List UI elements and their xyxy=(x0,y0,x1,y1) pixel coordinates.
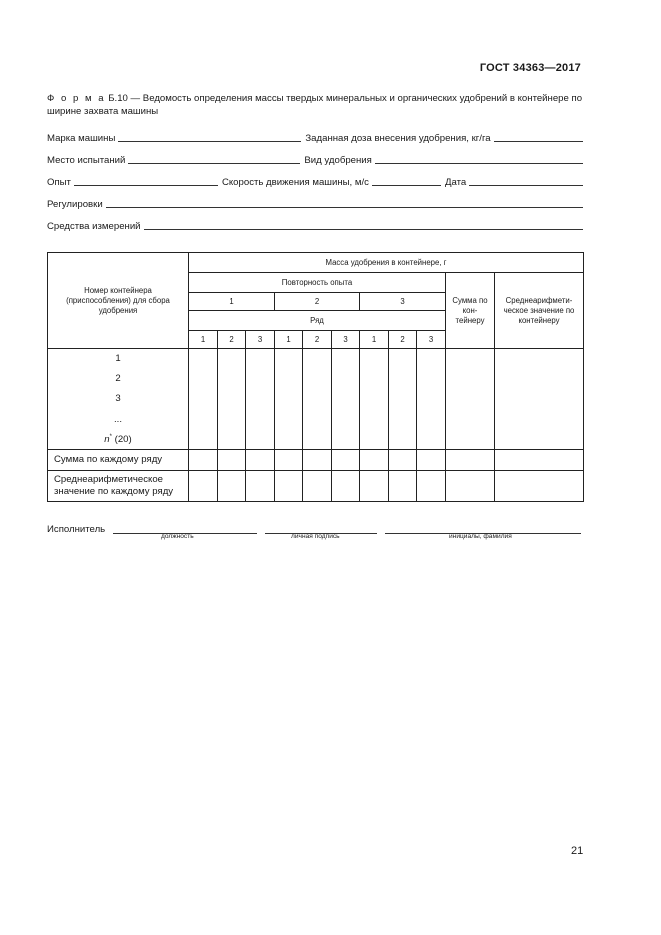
test-place-line[interactable] xyxy=(128,153,300,164)
field-row-experiment xyxy=(47,174,583,188)
data-cell[interactable] xyxy=(495,471,584,502)
executor-label: Исполнитель xyxy=(47,524,106,535)
data-cell[interactable] xyxy=(189,450,218,471)
repeat-2-header: 2 xyxy=(275,293,360,311)
row-header-2: 2 xyxy=(218,331,246,349)
form-label: Ф о р м а xyxy=(47,93,106,104)
data-cell[interactable] xyxy=(218,450,246,471)
executor-name-caption: инициалы, фамилия xyxy=(449,533,512,540)
speed-label: Скорость движения машины, м/с xyxy=(221,177,369,188)
mass-table xyxy=(47,252,584,502)
sum-row-label: Сумма по каждому ряду xyxy=(48,450,189,471)
col-row-header: Ряд xyxy=(189,311,446,331)
data-cell[interactable] xyxy=(389,450,417,471)
data-cell[interactable] xyxy=(275,349,303,450)
data-cell[interactable] xyxy=(246,349,275,450)
container-number: 1 xyxy=(115,353,121,364)
data-cell[interactable] xyxy=(389,471,417,502)
date-line[interactable] xyxy=(469,175,583,186)
set-dose-label: Заданная доза внесения удобрения, кг/га xyxy=(305,133,491,144)
data-cell[interactable] xyxy=(495,450,584,471)
row-header-8: 2 xyxy=(389,331,417,349)
experiment-label: Опыт xyxy=(47,177,71,188)
machine-brand-label: Марка машины xyxy=(47,133,116,144)
data-cell[interactable] xyxy=(275,471,303,502)
data-cell[interactable] xyxy=(417,349,446,450)
page-number: 21 xyxy=(571,845,584,857)
field-row-adjustments xyxy=(47,196,583,210)
data-cell[interactable] xyxy=(303,471,332,502)
data-cell[interactable] xyxy=(446,471,495,502)
avg-row-label: Среднеарифметическое значение по каждому ряду xyxy=(48,471,189,502)
col-repeat-header: Повторность опыта xyxy=(189,273,446,293)
col-avg-header: Среднеарифмети-ческое значение по контейнеру xyxy=(495,273,584,349)
data-cell[interactable] xyxy=(360,349,389,450)
data-cell[interactable] xyxy=(495,349,584,450)
container-number: 3 xyxy=(115,393,121,405)
executor-signature-caption: личная подпись xyxy=(291,533,340,540)
row-header-9: 3 xyxy=(417,331,446,349)
form-title-text: Б.10 — Ведомость определения массы твердых минеральных и органических удобрений в контейнере по ширине захвата машины xyxy=(47,93,583,117)
data-cell[interactable] xyxy=(218,471,246,502)
machine-brand-line[interactable] xyxy=(118,131,301,142)
data-cell[interactable] xyxy=(332,349,360,450)
data-cell[interactable] xyxy=(332,450,360,471)
row-header-7: 1 xyxy=(360,331,389,349)
form-title xyxy=(47,92,587,118)
repeat-1-header: 1 xyxy=(189,293,275,311)
data-cell[interactable] xyxy=(360,471,389,502)
container-number: ... xyxy=(114,413,122,425)
table-row xyxy=(48,450,584,471)
col-container-header: Номер контейнера (приспособления) для сбора удобрения xyxy=(48,253,189,349)
row-header-5: 2 xyxy=(303,331,332,349)
field-row-machine xyxy=(47,130,583,144)
col-sum-header: Сумма по кон-тейнеру xyxy=(446,273,495,349)
speed-line[interactable] xyxy=(372,175,441,186)
data-cell[interactable] xyxy=(417,450,446,471)
set-dose-line[interactable] xyxy=(494,131,583,142)
measuring-tools-label: Средства измерений xyxy=(47,221,141,232)
data-cell[interactable] xyxy=(303,450,332,471)
adjustments-line[interactable] xyxy=(106,197,583,208)
data-cell[interactable] xyxy=(332,471,360,502)
container-numbers-cell xyxy=(48,349,189,450)
data-cell[interactable] xyxy=(446,450,495,471)
table-row xyxy=(48,349,584,450)
data-cell[interactable] xyxy=(360,450,389,471)
adjustments-label: Регулировки xyxy=(47,199,103,210)
data-cell[interactable] xyxy=(189,471,218,502)
data-cell[interactable] xyxy=(275,450,303,471)
data-cell[interactable] xyxy=(389,349,417,450)
col-mass-header: Масса удобрения в контейнере, г xyxy=(189,253,584,273)
executor-position-caption: должность xyxy=(161,533,194,540)
data-cell[interactable] xyxy=(218,349,246,450)
row-header-3: 3 xyxy=(246,331,275,349)
data-cell[interactable] xyxy=(446,349,495,450)
row-header-4: 1 xyxy=(275,331,303,349)
measuring-tools-line[interactable] xyxy=(144,219,583,230)
table-row xyxy=(48,471,584,502)
row-header-6: 3 xyxy=(332,331,360,349)
document-header-standard: ГОСТ 34363—2017 xyxy=(479,62,581,74)
data-cell[interactable] xyxy=(189,349,218,450)
container-number-last: n* (20) xyxy=(104,433,132,445)
data-cell[interactable] xyxy=(246,450,275,471)
experiment-line[interactable] xyxy=(74,175,218,186)
executor-block xyxy=(47,524,583,554)
field-row-tools xyxy=(47,218,583,232)
data-cell[interactable] xyxy=(303,349,332,450)
field-row-place xyxy=(47,152,583,166)
row-header-1: 1 xyxy=(189,331,218,349)
date-label: Дата xyxy=(444,177,467,188)
fertilizer-type-line[interactable] xyxy=(375,153,583,164)
data-cell[interactable] xyxy=(417,471,446,502)
fertilizer-type-label: Вид удобрения xyxy=(304,155,372,166)
repeat-3-header: 3 xyxy=(360,293,446,311)
container-number: 2 xyxy=(115,373,121,385)
test-place-label: Место испытаний xyxy=(47,155,126,166)
data-cell[interactable] xyxy=(246,471,275,502)
